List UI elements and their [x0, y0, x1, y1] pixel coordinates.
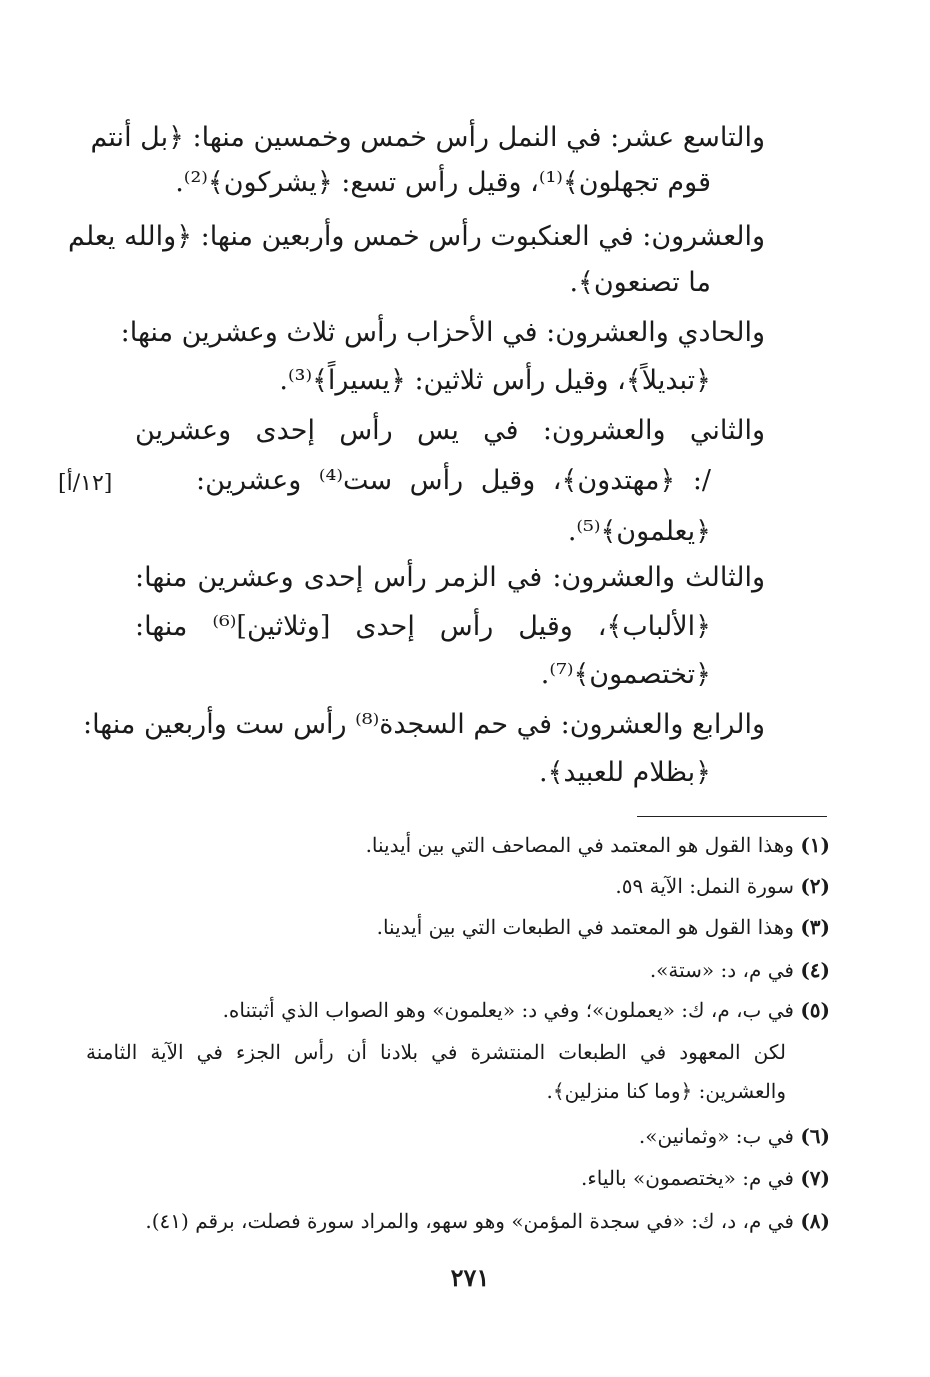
footnote-text: وهذا القول هو المعتمد في المصاحف التي بين أيدينا. [365, 833, 794, 857]
footnote-8 [130, 1206, 830, 1236]
footnote-number: (٧) [800, 1166, 830, 1190]
footnote-number: (٤) [800, 958, 830, 982]
footnote-separator [637, 816, 827, 817]
footnote-number: (١) [800, 833, 830, 857]
body-line-14: ﴿بظلام للعبيد﴾. [539, 757, 711, 788]
footnote-3 [130, 912, 830, 942]
footnote-5-continuation-1: لكن المعهود في الطبعات المنتشرة في بلادنا أن رأس الجزء في الآية الثامنة [86, 1040, 786, 1064]
body-line-12: ﴿تختصمون﴾⁽⁷⁾. [540, 659, 711, 690]
footnote-text: وهذا القول هو المعتمد في الطبعات التي بين أيدينا. [376, 915, 794, 939]
body-line-8: /: ﴿مهتدون﴾، وقيل رأس ست⁽⁴⁾ وعشرين: [196, 465, 712, 496]
footnote-number: (٥) [800, 998, 830, 1022]
footnote-number: (٣) [800, 915, 830, 939]
body-line-4: ما تصنعون﴾. [569, 267, 711, 298]
body-line-6: ﴿تبديلاً﴾، وقيل رأس ثلاثين: ﴿يسيراً﴾⁽³⁾. [279, 365, 711, 396]
footnote-text: في م، د: «ستة». [649, 958, 794, 982]
footnote-7 [130, 1163, 830, 1193]
body-line-2: قوم تجهلون﴾⁽¹⁾، وقيل رأس تسع: ﴿يشركون﴾⁽²⁾. [175, 167, 711, 198]
body-line-3: والعشرون: في العنكبوت رأس خمس وأربعين منها: ﴿والله يعلم [67, 221, 765, 252]
footnote-6 [130, 1121, 830, 1151]
footnote-number: (٢) [800, 874, 830, 898]
body-line-5: والحادي والعشرون: في الأحزاب رأس ثلاث وعشرين منها: [120, 317, 765, 348]
manuscript-folio-note: [١٢/أ] [58, 471, 113, 496]
page-number: ٢٧١ [450, 1263, 490, 1292]
body-line-1: والتاسع عشر: في النمل رأس خمس وخمسين منها: ﴿بل أنتم [90, 122, 765, 153]
footnote-text: في ب، م، ك: «يعملون»؛ وفي د: «يعلمون» وهو الصواب الذي أثبتناه. [222, 998, 794, 1022]
footnote-text: في م: «يختصمون» بالياء. [580, 1166, 794, 1190]
footnote-4 [130, 955, 830, 985]
body-line-13: والرابع والعشرون: في حم السجدة⁽⁸⁾ رأس ست وأربعين منها: [82, 709, 765, 740]
footnote-5 [130, 995, 830, 1025]
footnote-1 [130, 830, 830, 860]
body-line-9: ﴿يعلمون﴾⁽⁵⁾. [567, 516, 711, 547]
footnote-text: سورة النمل: الآية ٥٩. [615, 874, 794, 898]
footnote-text: في م، د، ك: «في سجدة المؤمن» وهو سهو، والمراد سورة فصلت، برقم (٤١). [145, 1209, 794, 1233]
body-line-11: ﴿الألباب﴾، وقيل رأس إحدى [وثلاثين]⁽⁶⁾ منها: [135, 611, 712, 642]
footnote-2 [130, 871, 830, 901]
footnote-text: في ب: «وثمانين». [638, 1124, 794, 1148]
footnote-5-continuation-2: والعشرين: ﴿وما كنا منزلين﴾. [546, 1079, 786, 1103]
footnote-number: (٦) [800, 1124, 830, 1148]
body-line-10: والثالث والعشرون: في الزمر رأس إحدى وعشرين منها: [135, 562, 765, 593]
body-line-7: والثاني والعشرون: في يس رأس إحدى وعشرين [135, 415, 765, 446]
footnote-number: (٨) [800, 1209, 830, 1233]
